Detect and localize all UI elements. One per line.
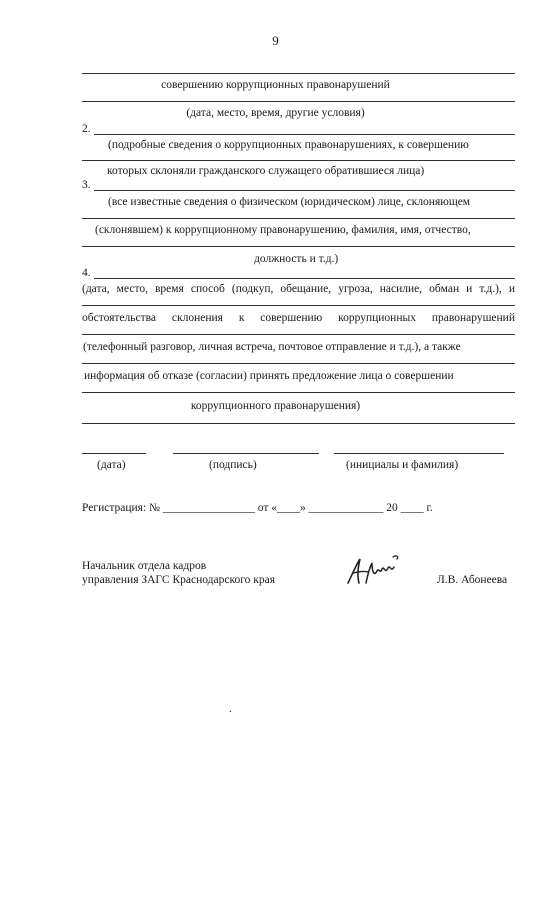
position-line-2: управления ЗАГС Краснодарского края	[82, 574, 276, 586]
line-4c: (телефонный разговор, личная встреча, почтовое отправление и т.д.), а также	[83, 341, 461, 353]
stray-dot: .	[229, 703, 232, 715]
form-line	[82, 305, 515, 306]
line-2a: (подробные сведения о коррупционных правонарушениях, к совершению	[108, 139, 469, 151]
line-4a: (дата, место, время способ (подкуп, обещание, угроза, насилие, обман и т.д.), и	[82, 283, 515, 295]
form-line	[82, 218, 515, 219]
line-3a: (все известные сведения о физическом (юридическом) лице, склоняющем	[108, 196, 471, 208]
page-number: 9	[272, 33, 279, 48]
initials-line	[334, 453, 504, 454]
line-4d: информация об отказе (согласии) принять предложение лица о совершении	[84, 370, 454, 382]
item-number-3: 3.	[82, 179, 91, 191]
form-line	[82, 101, 515, 102]
signer-name: Л.В. Абонеева	[437, 574, 508, 586]
form-line	[94, 190, 515, 191]
date-line	[82, 453, 146, 454]
item-number-4: 4.	[82, 267, 91, 279]
form-line	[82, 73, 515, 74]
line-1a: совершению коррупционных правонарушений	[161, 79, 390, 91]
registration-line: Регистрация: № ________________ от «____» _____________ 20 ____ г.	[82, 502, 433, 514]
caption-date: (дата)	[97, 459, 126, 471]
line-3c: должность и т.д.)	[254, 253, 339, 265]
form-line	[82, 392, 515, 393]
form-line	[82, 423, 515, 424]
caption-signature: (подпись)	[209, 459, 257, 471]
item-number-2: 2.	[82, 123, 91, 135]
line-2b: которых склоняли гражданского служащего обратившиеся лица)	[107, 165, 425, 177]
line-1b: (дата, место, время, другие условия)	[186, 107, 365, 119]
line-3b: (склонявшем) к коррупционному правонарушению, фамилия, имя, отчество,	[95, 224, 471, 236]
handwritten-signature	[344, 553, 406, 587]
line-4e: коррупционного правонарушения)	[190, 400, 361, 412]
caption-initials: (инициалы и фамилия)	[346, 459, 459, 471]
form-line	[82, 160, 515, 161]
form-line	[94, 278, 515, 279]
form-line	[94, 134, 515, 135]
form-line	[82, 246, 515, 247]
form-line	[82, 363, 515, 364]
form-line	[82, 334, 515, 335]
signature-line	[173, 453, 319, 454]
position-line-1: Начальник отдела кадров	[82, 560, 207, 572]
line-4b: обстоятельства склонения к совершению коррупционных правонарушений	[82, 312, 515, 324]
